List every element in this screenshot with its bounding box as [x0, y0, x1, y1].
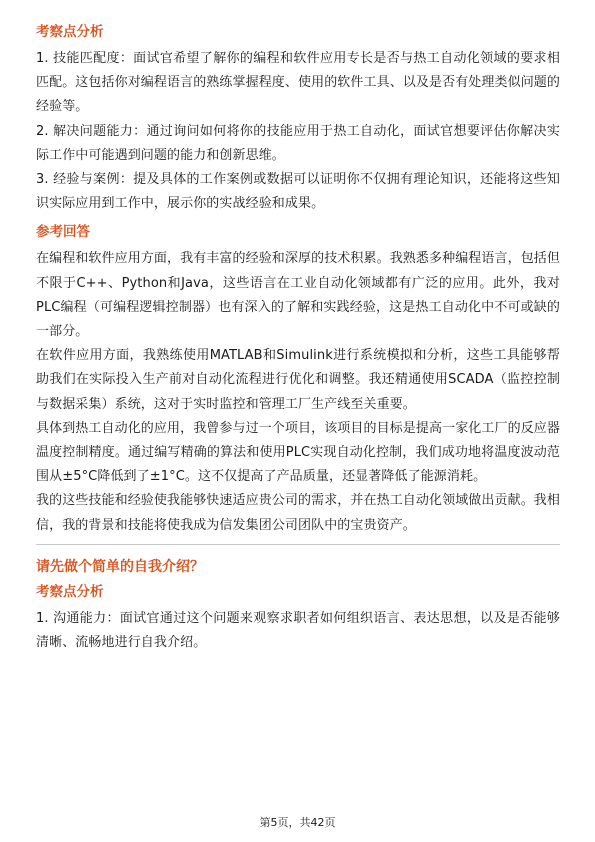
analysis-item: 1. 技能匹配度：面试官希望了解你的编程和软件应用专长是否与热工自动化领域的要求相匹配。这包括你对编程语言的熟练掌握程度、使用的软件工具、以及是否有处理类似问题的经验等。	[36, 51, 561, 115]
analysis-item: 3. 经验与案例：提及具体的工作案例或数据可以证明你不仅拥有理论知识，还能将这些知识实际应用到工作中，展示你的实战经验和成果。	[36, 172, 560, 212]
section-heading-answer: 参考回答	[36, 224, 90, 241]
question-title: 请先做个简单的自我介绍？	[36, 558, 204, 575]
page-number: 第5页，共42页	[259, 816, 336, 829]
analysis-item: 2. 解决问题能力：通过询问如何将你的技能应用于热工自动化，面试官想要评估你解决实际工作中可能遇到问题的能力和创新思维。	[36, 123, 560, 163]
section-heading-analysis: 考察点分析	[36, 24, 104, 40]
answer-paragraph: 在编程和软件应用方面，我有丰富的经验和深厚的技术积累。我熟悉多种编程语言，包括但不限于C++、Python和Java，这些语言在工业自动化领域都有广泛的应用。此外，我对PLC编程（可编程逻辑控制器）也有深入的了解和实践经验，这是热工自动化中不可或缺的一部分。	[36, 251, 561, 340]
answer-paragraph: 在软件应用方面，我熟练使用MATLAB和Simulink进行系统模拟和分析，这些工具能够帮助我们在实际投入生产前对自动化流程进行优化和调整。我还精通使用SCADA（监控控制与数据采集）系统，这对于实时监控和管理工厂生产线至关重要。	[36, 348, 560, 412]
answer-paragraph: 我的这些技能和经验使我能够快速适应贵公司的需求，并在热工自动化领域做出贡献。我相信，我的背景和技能将使我成为信发集团公司团队中的宝贵资产。	[36, 493, 561, 533]
page-content	[36, 22, 560, 655]
section-heading-analysis-2: 考察点分析	[36, 583, 104, 600]
section-divider	[36, 544, 560, 545]
analysis-item: 1. 沟通能力：面试官通过这个问题来观察求职者如何组织语言、表达思想，以及是否能够清晰、流畅地进行自我介绍。	[36, 610, 560, 651]
answer-paragraph: 具体到热工自动化的应用，我曾参与过一个项目，该项目的目标是提高一家化工厂的反应器温度控制精度。通过编写精确的算法和使用PLC实现自动化控制，我们成功地将温度波动范围从±5°C降低到了±1°C。这不仅提高了产品质量，还显著降低了能源消耗。	[36, 420, 561, 485]
